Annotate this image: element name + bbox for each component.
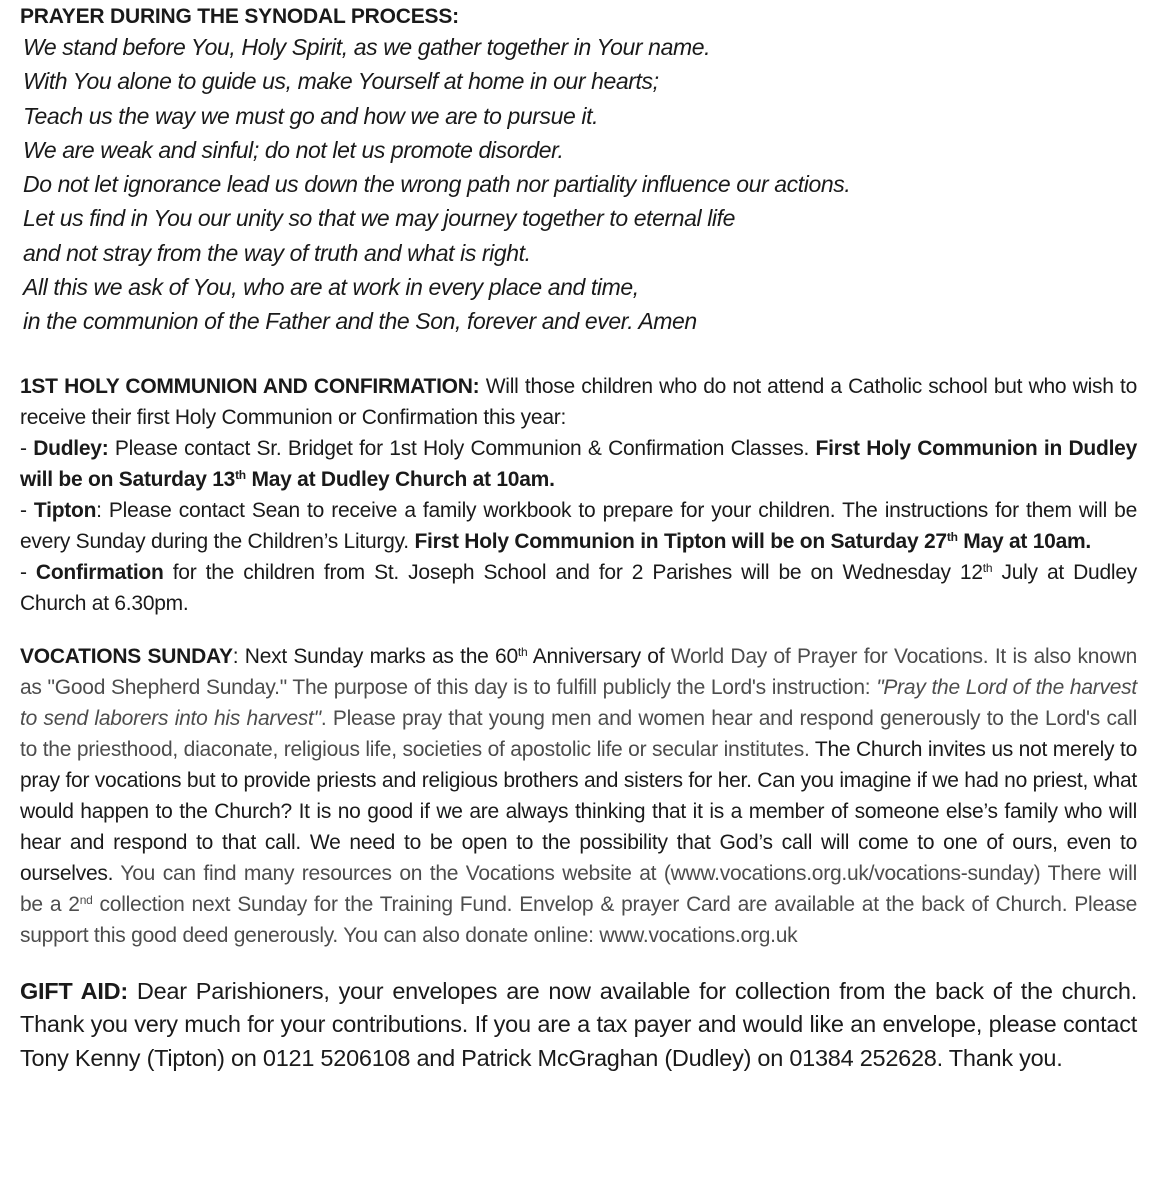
prayer-line: Let us find in You our unity so that we may journey together to eternal life bbox=[23, 205, 736, 232]
vocations-grey-text: World Day of Prayer for Vocations. It is also known as "Good Shepherd Sunday." The purpose of this day is to fulfill publicly the Lord's instruction: bbox=[20, 644, 1138, 699]
giftaid-section bbox=[20, 975, 1137, 1076]
confirmation-label: Confirmation bbox=[35, 560, 164, 584]
communion-tipton bbox=[20, 495, 1137, 557]
tipton-date: First Holy Communion in Tipton will be on Saturday 27th May at 10am. bbox=[414, 529, 1092, 553]
list-dash: - bbox=[20, 436, 34, 460]
vocations-grey-text: collection next Sunday for the Training Fund. Envelop & prayer Card are available at the back of Church. Please support this good deed generously. You can also donate online: www.vocations.org.uk bbox=[20, 892, 1137, 947]
prayer-line: Do not let ignorance lead us down the wrong path nor partiality influence our actions. bbox=[23, 171, 851, 198]
vocations-text: The Church invites us not merely to pray for vocations but to provide priests and religious brothers and sisters for her. Can you imagine if we had no priest, what would happen to the Church? It is no good if we are always thinking that it is a member of someone else’s family who will hear and respond to that call. We need to be open to the possibility that God’s call will come to one of ours, even to ourselves. bbox=[20, 737, 1138, 885]
list-dash: - bbox=[20, 560, 36, 584]
vocations-paragraph bbox=[20, 641, 1137, 951]
prayer-line: in the communion of the Father and the Son, forever and ever. Amen bbox=[23, 308, 697, 335]
prayer-line: We stand before You, Holy Spirit, as we gather together in Your name. bbox=[23, 34, 711, 60]
confirmation-text-end: July at Dudley Church at 6.30pm. bbox=[20, 560, 1137, 615]
communion-dudley bbox=[20, 433, 1137, 495]
vocations-grey-text: . Please pray that young men and women hear and respond generously to the Lord's call to the priesthood, diaconate, religious life, societies of apostolic life or secular institutes. bbox=[20, 706, 1137, 761]
vocations-heading: VOCATIONS SUNDAY bbox=[20, 644, 233, 668]
list-dash: - bbox=[20, 498, 34, 522]
prayer-lines bbox=[20, 30, 1137, 339]
vocations-quote: "Pray the Lord of the harvest to send laborers into his harvest" bbox=[20, 675, 1137, 730]
prayer-line: and not stray from the way of truth and what is right. bbox=[23, 239, 531, 266]
vocations-text: Anniversary of bbox=[527, 644, 671, 668]
prayer-line: With You alone to guide us, make Yourself at home in our hearts; bbox=[23, 68, 659, 95]
communion-intro-text: Will those children who do not attend a Catholic school but who wish to receive their first Holy Communion or Confirmation this year: bbox=[20, 374, 1137, 429]
tipton-text: : Please contact Sean to receive a family workbook to prepare for your children. The instructions for them will be every Sunday during the Children’s Liturgy. bbox=[20, 498, 1138, 553]
confirmation-sup: th bbox=[982, 560, 993, 575]
prayer-line: We are weak and sinful; do not let us promote disorder. bbox=[23, 136, 564, 163]
dudley-date: First Holy Communion in Dudley will be on Saturday 13th May at Dudley Church at 10am. bbox=[20, 436, 1138, 491]
prayer-line: Teach us the way we must go and how we are to pursue it. bbox=[23, 102, 599, 129]
dudley-text: Please contact Sr. Bridget for 1st Holy Communion & Confirmation Classes. bbox=[108, 436, 816, 460]
dudley-label: Dudley: bbox=[33, 436, 109, 460]
prayer-title: PRAYER DURING THE SYNODAL PROCESS: bbox=[20, 5, 459, 28]
vocations-sup: th bbox=[517, 644, 528, 659]
giftaid-heading: GIFT AID: bbox=[20, 977, 128, 1004]
tipton-label: Tipton bbox=[33, 498, 97, 522]
communion-heading: 1ST HOLY COMMUNION AND CONFIRMATION: bbox=[20, 374, 480, 398]
confirmation-text: for the children from St. Joseph School and for 2 Parishes will be on Wednesday 12 bbox=[163, 560, 983, 584]
communion-intro bbox=[20, 371, 1137, 433]
prayer-line: All this we ask of You, who are at work in every place and time, bbox=[23, 274, 639, 301]
vocations-grey-text: You can find many resources on the Vocations website at (www.vocations.org.uk/vocations-sunday) There will be a 2 bbox=[20, 861, 1137, 916]
communion-section bbox=[20, 371, 1137, 619]
vocations-section bbox=[20, 641, 1137, 951]
giftaid-text: Dear Parishioners, your envelopes are now available for collection from the back of the church. Thank you very much for your contributions. If you are a tax payer and would like an envelope, please contact Tony Kenny (Tipton) on 0121 5206108 and Patrick McGraghan (Dudley) on 01384 252628. Thank you. bbox=[20, 977, 1137, 1071]
communion-confirmation bbox=[20, 557, 1137, 619]
vocations-sup: nd bbox=[79, 892, 93, 907]
giftaid-paragraph bbox=[20, 975, 1137, 1076]
prayer-section bbox=[20, 4, 1137, 339]
vocations-text: : Next Sunday marks as the 60 bbox=[232, 644, 518, 668]
